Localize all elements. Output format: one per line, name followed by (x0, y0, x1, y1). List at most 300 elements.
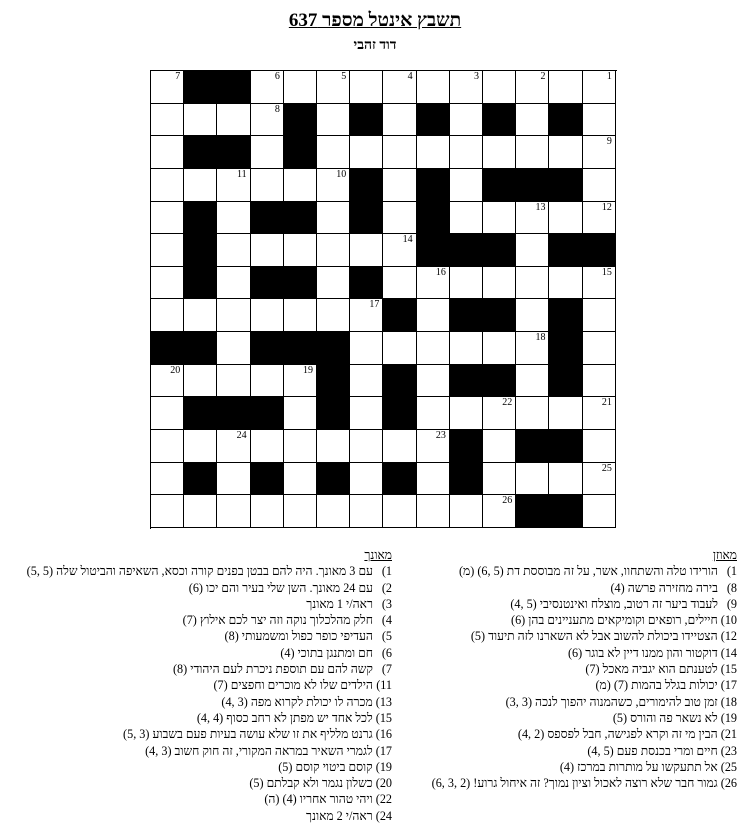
grid-cell[interactable] (383, 71, 416, 104)
grid-cell[interactable] (583, 463, 616, 496)
grid-cell[interactable] (483, 136, 516, 169)
clue-text: יכולות בגלל בהמות (7) (מ) (595, 678, 721, 693)
grid-block-cell (284, 202, 317, 235)
grid-cell[interactable] (184, 104, 217, 137)
clue-text: חם ומתנגן בתוכי (4) (280, 645, 376, 660)
grid-cell[interactable] (583, 71, 616, 104)
cell-number: 7 (175, 71, 181, 82)
grid-cell[interactable] (317, 495, 350, 528)
grid-cell[interactable] (317, 169, 350, 202)
grid-cell[interactable] (549, 463, 582, 496)
across-clues (417, 547, 737, 791)
down-clue (8, 743, 392, 759)
grid-block-cell (284, 267, 317, 300)
grid-cell[interactable] (450, 495, 483, 528)
grid-block-cell (184, 463, 217, 496)
grid-cell[interactable] (317, 71, 350, 104)
grid-cell[interactable] (284, 495, 317, 528)
grid-cell[interactable] (151, 169, 184, 202)
across-clue (417, 661, 737, 677)
grid-cell[interactable] (483, 463, 516, 496)
grid-cell[interactable] (350, 136, 383, 169)
grid-cell[interactable] (450, 104, 483, 137)
down-heading: מאונך (364, 548, 392, 562)
grid-cell[interactable] (151, 71, 184, 104)
clue-text: לעבוד ביער זה רטוב, מוצלח ואינטנסיבי (5 ,4) (510, 596, 721, 611)
clue-text: ויהי טהור אחריו (4) (ה) (264, 792, 376, 807)
clue-number: 18) (720, 694, 737, 709)
grid-block-cell (284, 136, 317, 169)
cell-number: 1 (606, 71, 612, 82)
clue-number: 9) (726, 596, 737, 611)
clue-number: 12) (720, 629, 737, 644)
grid-cell[interactable] (383, 136, 416, 169)
grid-cell[interactable] (583, 495, 616, 528)
grid-cell[interactable] (151, 234, 184, 267)
clue-text: כשלון נגמר ולא קבלתם (5) (249, 776, 376, 791)
clue-number: 3) (381, 596, 392, 611)
down-clue (8, 580, 392, 596)
grid-cell[interactable] (184, 169, 217, 202)
grid-cell[interactable] (583, 104, 616, 137)
clue-number: 19) (720, 710, 737, 725)
grid-cell[interactable] (151, 136, 184, 169)
grid-cell[interactable] (217, 463, 250, 496)
grid-cell[interactable] (151, 202, 184, 235)
grid-block-cell (549, 299, 582, 332)
clue-text: לגמרי השאיר במראה המקורי, זה חוק חשוב (3 ,4) (145, 743, 376, 758)
grid-cell[interactable] (251, 299, 284, 332)
clue-number: 8) (726, 580, 737, 595)
cell-number: 24 (236, 430, 247, 442)
grid-cell[interactable] (383, 202, 416, 235)
grid-block-cell (383, 463, 416, 496)
grid-cell[interactable] (317, 104, 350, 137)
cell-number: 16 (435, 266, 446, 278)
grid-cell[interactable] (251, 495, 284, 528)
grid-cell[interactable] (417, 136, 450, 169)
cell-number: 18 (535, 332, 546, 344)
grid-cell[interactable] (483, 267, 516, 300)
grid-block-cell (251, 202, 284, 235)
grid-cell[interactable] (417, 332, 450, 365)
clue-number: 23) (720, 743, 737, 758)
cell-number: 14 (402, 234, 413, 246)
across-clue (417, 743, 737, 759)
grid-block-cell (483, 104, 516, 137)
clue-text: גרנט מלליף את זו שלא עושה בעיות פעם בשבוע (3 ,5) (123, 727, 376, 742)
grid-cell[interactable] (350, 299, 383, 332)
grid-block-cell (350, 169, 383, 202)
grid-cell[interactable] (417, 463, 450, 496)
grid-cell[interactable] (151, 104, 184, 137)
grid-cell[interactable] (450, 332, 483, 365)
grid-cell[interactable] (417, 397, 450, 430)
clue-text: קוסם ביטוי קוסם (5) (278, 759, 376, 774)
cell-number: 12 (601, 201, 612, 213)
down-clue (8, 612, 392, 628)
grid-block-cell (417, 234, 450, 267)
clue-text: קשה להם עם תוספת ניכרת לעם היהודי (8) (172, 662, 376, 677)
grid-block-cell (251, 267, 284, 300)
clue-number: 19) (375, 759, 392, 774)
grid-cell[interactable] (217, 202, 250, 235)
grid-cell[interactable] (350, 463, 383, 496)
grid-cell[interactable] (417, 267, 450, 300)
grid-cell[interactable] (516, 397, 549, 430)
clue-text: עם 3 מאונך. היה להם בבטן בפנים קורה וכסא, השאיפה והביטול שלה (5 ,5) (26, 564, 376, 579)
grid-block-cell (549, 332, 582, 365)
grid-cell[interactable] (251, 136, 284, 169)
grid-cell[interactable] (516, 104, 549, 137)
grid-block-cell (317, 332, 350, 365)
grid-block-cell (549, 169, 582, 202)
across-clue (417, 726, 737, 742)
grid-cell[interactable] (151, 463, 184, 496)
grid-cell[interactable] (549, 202, 582, 235)
cell-number: 19 (303, 364, 314, 376)
grid-block-cell (251, 463, 284, 496)
grid-cell[interactable] (383, 169, 416, 202)
grid-cell[interactable] (251, 71, 284, 104)
grid-cell[interactable] (350, 397, 383, 430)
across-clue (417, 563, 737, 579)
grid-block-cell (317, 397, 350, 430)
clue-text: הורידו טלה והשתחוו, אשר, על זה מבוססת דת (5 ,6) (מ) (458, 564, 721, 579)
grid-cell[interactable] (217, 299, 250, 332)
grid-cell[interactable] (284, 463, 317, 496)
clue-text: דוקטור והון ממנו דיין לא בוגר (6) (567, 645, 721, 660)
grid-block-cell (483, 234, 516, 267)
grid-cell[interactable] (383, 430, 416, 463)
grid-cell[interactable] (516, 202, 549, 235)
clue-number: 22) (375, 792, 392, 807)
clue-text: חלק מהלכלוך נוקה וזה יצר לכם אילוץ (7) (182, 613, 376, 628)
across-clue-list (417, 563, 737, 791)
grid-cell[interactable] (549, 397, 582, 430)
grid-cell[interactable] (217, 267, 250, 300)
grid-cell[interactable] (583, 267, 616, 300)
grid-cell[interactable] (317, 202, 350, 235)
grid-cell[interactable] (184, 495, 217, 528)
grid-cell[interactable] (450, 397, 483, 430)
grid-cell[interactable] (217, 104, 250, 137)
grid-block-cell (417, 104, 450, 137)
grid-cell[interactable] (583, 136, 616, 169)
down-clue (8, 661, 392, 677)
clue-number: 16) (375, 727, 392, 742)
grid-cell[interactable] (483, 397, 516, 430)
down-clue (8, 677, 392, 693)
down-clue (8, 710, 392, 726)
grid-block-cell (483, 365, 516, 398)
grid-cell[interactable] (284, 299, 317, 332)
clue-number: 21) (720, 727, 737, 742)
down-clue (8, 628, 392, 644)
down-clue (8, 759, 392, 775)
grid-block-cell (383, 365, 416, 398)
grid-cell[interactable] (516, 136, 549, 169)
across-heading: מאוזן (712, 548, 737, 562)
clue-number: 15) (375, 710, 392, 725)
grid-cell[interactable] (217, 234, 250, 267)
across-clue (417, 677, 737, 693)
grid-cell[interactable] (151, 430, 184, 463)
grid-cell[interactable] (383, 267, 416, 300)
across-clue (417, 645, 737, 661)
clue-text: לטענתם הוא יגביה מאכל (7) (585, 662, 721, 677)
grid-cell[interactable] (483, 202, 516, 235)
clue-text: מכרה לו יכולת לקרוא מפה (3 ,4) (221, 694, 376, 709)
clue-text: ראה/י 1 מאונך (306, 596, 376, 611)
grid-cell[interactable] (317, 430, 350, 463)
cell-number: 13 (535, 201, 546, 213)
clue-number: 25) (720, 759, 737, 774)
clue-number: 17) (375, 743, 392, 758)
clue-text: אל תתעקשו על מותרות במרכז (4) (559, 759, 721, 774)
grid-cell[interactable] (317, 267, 350, 300)
puzzle-author: דוד זהבי (353, 38, 397, 53)
clue-text: זמן טוב להימורים, כשהמנוה יהפוך לנכה (3 ,3) (505, 694, 721, 709)
cell-number: 5 (341, 71, 347, 82)
grid-block-cell (184, 332, 217, 365)
grid-block-cell (450, 299, 483, 332)
grid-block-cell (184, 267, 217, 300)
grid-cell[interactable] (483, 495, 516, 528)
grid-cell[interactable] (450, 136, 483, 169)
grid-cell[interactable] (350, 71, 383, 104)
down-clue (8, 726, 392, 742)
grid-block-cell (549, 365, 582, 398)
clue-number: 4) (381, 613, 392, 628)
grid-block-cell (383, 299, 416, 332)
across-clue (417, 759, 737, 775)
grid-block-cell (549, 234, 582, 267)
grid-cell[interactable] (350, 365, 383, 398)
down-clue (8, 563, 392, 579)
clue-text: ראה/י 2 מאונך (306, 808, 376, 823)
grid-block-cell (417, 202, 450, 235)
cell-number: 2 (540, 71, 546, 82)
grid-cell[interactable] (350, 332, 383, 365)
grid-cell[interactable] (251, 234, 284, 267)
clue-number: 7) (381, 662, 392, 677)
grid-block-cell (516, 495, 549, 528)
grid-cell[interactable] (151, 495, 184, 528)
clue-text: חיים ומרי בכנסת פעם (5 ,4) (587, 743, 721, 758)
clue-number: 11) (376, 678, 392, 693)
grid-cell[interactable] (549, 136, 582, 169)
clue-number: 24) (375, 808, 392, 823)
grid-block-cell (184, 71, 217, 104)
grid-cell[interactable] (450, 267, 483, 300)
clue-text: העדיפי כופר כפול ומשמעותי (8) (224, 629, 376, 644)
grid-cell[interactable] (383, 332, 416, 365)
grid-cell[interactable] (317, 234, 350, 267)
grid-cell[interactable] (251, 365, 284, 398)
puzzle-title: תשבץ אינטל מספר 637 (288, 10, 462, 31)
grid-cell[interactable] (350, 430, 383, 463)
grid-block-cell (184, 397, 217, 430)
grid-cell[interactable] (516, 267, 549, 300)
clue-number: 13) (375, 694, 392, 709)
cell-number: 26 (502, 495, 513, 507)
grid-cell[interactable] (417, 495, 450, 528)
clue-number: 17) (720, 678, 737, 693)
grid-block-cell (184, 234, 217, 267)
grid-cell[interactable] (251, 169, 284, 202)
down-clue (8, 645, 392, 661)
grid-cell[interactable] (284, 365, 317, 398)
grid-block-cell (317, 365, 350, 398)
clue-text: לא נשאר פה והורס (5) (612, 710, 721, 725)
grid-block-cell (549, 104, 582, 137)
grid-cell[interactable] (483, 430, 516, 463)
grid-block-cell (317, 463, 350, 496)
grid-cell[interactable] (217, 430, 250, 463)
grid-block-cell (350, 267, 383, 300)
clue-number: 15) (720, 662, 737, 677)
across-clue (417, 710, 737, 726)
clue-number: 14) (720, 645, 737, 660)
grid-block-cell (450, 463, 483, 496)
clue-text: הצטיידו ביכולת להשוב אבל לא השארנו לזה תיעוד (5) (470, 629, 721, 644)
grid-cell[interactable] (251, 104, 284, 137)
grid-block-cell (251, 332, 284, 365)
grid-cell[interactable] (583, 332, 616, 365)
grid-cell[interactable] (483, 71, 516, 104)
grid-cell[interactable] (217, 365, 250, 398)
clue-number: 1) (381, 564, 392, 579)
grid-cell[interactable] (417, 430, 450, 463)
cell-number: 10 (336, 168, 347, 180)
grid-cell[interactable] (516, 463, 549, 496)
cell-number: 23 (435, 430, 446, 442)
grid-block-cell (549, 430, 582, 463)
grid-cell[interactable] (317, 299, 350, 332)
crossword-grid (150, 70, 617, 529)
grid-cell[interactable] (516, 299, 549, 332)
clue-text: בירה מחזירה פרשה (4) (610, 580, 721, 595)
cell-number: 8 (274, 103, 280, 115)
grid-cell[interactable] (583, 430, 616, 463)
clue-number: 1) (726, 564, 737, 579)
cell-number: 22 (502, 397, 513, 409)
clue-text: הילדים שלו לא מוכרים וחפצים (7) (213, 678, 376, 693)
cell-number: 3 (474, 71, 480, 82)
grid-cell[interactable] (284, 71, 317, 104)
grid-cell[interactable] (383, 104, 416, 137)
grid-cell[interactable] (151, 365, 184, 398)
down-clues (8, 547, 392, 824)
clue-number: 5) (381, 629, 392, 644)
clue-number: 10) (720, 613, 737, 628)
grid-cell[interactable] (151, 299, 184, 332)
grid-cell[interactable] (450, 202, 483, 235)
down-clue (8, 808, 392, 824)
grid-cell[interactable] (549, 71, 582, 104)
grid-block-cell (217, 136, 250, 169)
grid-cell[interactable] (583, 397, 616, 430)
grid-cell[interactable] (549, 267, 582, 300)
grid-cell[interactable] (151, 267, 184, 300)
grid-cell[interactable] (350, 495, 383, 528)
cell-number: 4 (407, 71, 413, 82)
grid-cell[interactable] (516, 332, 549, 365)
grid-cell[interactable] (583, 365, 616, 398)
grid-block-cell (450, 430, 483, 463)
across-clue (417, 580, 737, 596)
grid-cell[interactable] (583, 299, 616, 332)
across-clue (417, 612, 737, 628)
grid-cell[interactable] (417, 71, 450, 104)
grid-cell[interactable] (516, 71, 549, 104)
across-clue (417, 628, 737, 644)
cell-number: 25 (601, 462, 612, 474)
grid-cell[interactable] (284, 169, 317, 202)
grid-cell[interactable] (317, 136, 350, 169)
clue-number: 20) (375, 776, 392, 791)
grid-cell[interactable] (583, 169, 616, 202)
grid-cell[interactable] (251, 430, 284, 463)
grid-cell[interactable] (350, 234, 383, 267)
cell-number: 21 (601, 397, 612, 409)
cell-number: 6 (274, 71, 280, 82)
grid-cell[interactable] (184, 430, 217, 463)
grid-cell[interactable] (583, 202, 616, 235)
grid-block-cell (350, 104, 383, 137)
grid-block-cell (450, 365, 483, 398)
grid-block-cell (450, 234, 483, 267)
grid-block-cell (217, 71, 250, 104)
grid-cell[interactable] (184, 365, 217, 398)
across-clue (417, 694, 737, 710)
grid-cell[interactable] (483, 332, 516, 365)
grid-cell[interactable] (184, 299, 217, 332)
clue-text: עם 24 מאונך. השן שלי בעיר והם יכו (6) (188, 580, 376, 595)
grid-cell[interactable] (284, 234, 317, 267)
grid-cell[interactable] (151, 397, 184, 430)
down-clue (8, 694, 392, 710)
grid-cell[interactable] (450, 71, 483, 104)
grid-cell[interactable] (417, 365, 450, 398)
grid-cell[interactable] (417, 299, 450, 332)
grid-cell[interactable] (383, 495, 416, 528)
grid-cell[interactable] (284, 430, 317, 463)
clue-text: חיילים, רופאים וקומיקאים מתעניינים בהן (6) (511, 613, 721, 628)
grid-block-cell (483, 299, 516, 332)
grid-block-cell (284, 104, 317, 137)
grid-cell[interactable] (217, 495, 250, 528)
grid-block-cell (184, 202, 217, 235)
grid-cell[interactable] (383, 234, 416, 267)
grid-cell[interactable] (516, 234, 549, 267)
down-clue (8, 791, 392, 807)
grid-cell[interactable] (284, 397, 317, 430)
grid-block-cell (251, 397, 284, 430)
grid-cell[interactable] (450, 169, 483, 202)
grid-cell[interactable] (217, 169, 250, 202)
grid-cell[interactable] (516, 365, 549, 398)
across-clue (417, 775, 737, 791)
clue-text: הבין מי זה וקרא לפגישה, חבל לפספס (2 ,4) (517, 727, 721, 742)
across-clue (417, 596, 737, 612)
grid-block-cell (284, 332, 317, 365)
grid-block-cell (350, 202, 383, 235)
grid-cell[interactable] (217, 332, 250, 365)
grid-block-cell (383, 397, 416, 430)
cell-number: 15 (601, 266, 612, 278)
